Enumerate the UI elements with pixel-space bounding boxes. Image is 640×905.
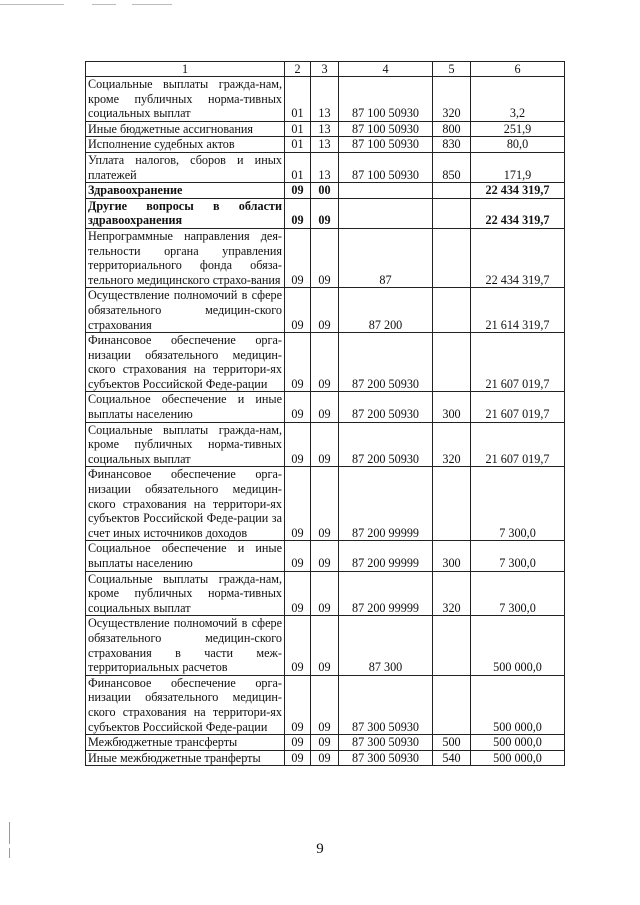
- row-target-article: 87 200 99999: [339, 467, 433, 541]
- row-name: Финансовое обеспечение орга-низации обязательного медицин-ского страхования на территори-ях субъектов Российской Феде-рации: [86, 333, 285, 392]
- header-col-6: 6: [471, 62, 565, 77]
- row-target-article: 87 100 50930: [339, 121, 433, 137]
- row-name: Иные межбюджетные транферты: [86, 750, 285, 766]
- table-row: [86, 571, 565, 616]
- row-section: 09: [285, 422, 311, 467]
- row-section: 09: [285, 616, 311, 675]
- row-amount: 80,0: [471, 137, 565, 153]
- row-amount: 7 300,0: [471, 467, 565, 541]
- table-row: [86, 77, 565, 122]
- row-section: 09: [285, 288, 311, 333]
- page-number: 9: [316, 841, 324, 857]
- row-section: 01: [285, 77, 311, 122]
- row-name: Межбюджетные трансферты: [86, 735, 285, 751]
- row-expense-type: [433, 288, 471, 333]
- row-subsection: 09: [311, 750, 339, 766]
- table-row: [86, 288, 565, 333]
- row-target-article: [339, 183, 433, 199]
- table-row: [86, 228, 565, 287]
- row-target-article: 87 200 50930: [339, 392, 433, 422]
- row-expense-type: [433, 333, 471, 392]
- row-amount: 500 000,0: [471, 675, 565, 734]
- row-subsection: 13: [311, 77, 339, 122]
- row-subsection: 09: [311, 288, 339, 333]
- row-subsection: 09: [311, 735, 339, 751]
- row-target-article: 87 200 99999: [339, 571, 433, 616]
- row-section: 09: [285, 392, 311, 422]
- table-row: [86, 333, 565, 392]
- header-col-2: 2: [285, 62, 311, 77]
- row-amount: 500 000,0: [471, 750, 565, 766]
- row-target-article: 87 100 50930: [339, 137, 433, 153]
- row-target-article: 87 200 99999: [339, 541, 433, 571]
- row-target-article: 87 200: [339, 288, 433, 333]
- row-section: 09: [285, 228, 311, 287]
- row-name: Другие вопросы в области здравоохранения: [86, 198, 285, 228]
- row-section: 09: [285, 198, 311, 228]
- row-amount: 171,9: [471, 152, 565, 182]
- row-subsection: 13: [311, 121, 339, 137]
- row-section: 01: [285, 121, 311, 137]
- row-amount: 22 434 319,7: [471, 228, 565, 287]
- row-expense-type: 800: [433, 121, 471, 137]
- row-expense-type: [433, 467, 471, 541]
- row-section: 09: [285, 675, 311, 734]
- row-expense-type: [433, 228, 471, 287]
- table-row: [86, 183, 565, 199]
- row-target-article: 87 100 50930: [339, 77, 433, 122]
- header-col-5: 5: [433, 62, 471, 77]
- row-subsection: 09: [311, 541, 339, 571]
- row-amount: 3,2: [471, 77, 565, 122]
- table-row: [86, 422, 565, 467]
- scan-artifact-top-3: [132, 4, 172, 5]
- header-col-3: 3: [311, 62, 339, 77]
- row-section: 09: [285, 183, 311, 199]
- header-col-4: 4: [339, 62, 433, 77]
- row-expense-type: 320: [433, 571, 471, 616]
- row-target-article: 87 200 50930: [339, 422, 433, 467]
- row-amount: 21 607 019,7: [471, 333, 565, 392]
- row-subsection: 00: [311, 183, 339, 199]
- table-row: [86, 675, 565, 734]
- row-amount: 21 607 019,7: [471, 422, 565, 467]
- row-amount: 251,9: [471, 121, 565, 137]
- row-name: Финансовое обеспечение орга-низации обязательного медицин-ского страхования на территори-ях субъектов Российской Феде-рации за счет иных источников доходов: [86, 467, 285, 541]
- row-expense-type: 300: [433, 392, 471, 422]
- row-name: Социальные выплаты гражда-нам, кроме публичных норма-тивных социальных выплат: [86, 571, 285, 616]
- row-name: Осуществление полномочий в сфере обязательного медицин-ского страхования: [86, 288, 285, 333]
- row-subsection: 09: [311, 228, 339, 287]
- row-name: Социальное обеспечение и иные выплаты населению: [86, 392, 285, 422]
- row-section: 09: [285, 735, 311, 751]
- table-row: [86, 152, 565, 182]
- row-expense-type: [433, 675, 471, 734]
- row-subsection: 09: [311, 467, 339, 541]
- row-amount: 21 607 019,7: [471, 392, 565, 422]
- row-amount: 500 000,0: [471, 616, 565, 675]
- row-name: Иные бюджетные ассигнования: [86, 121, 285, 137]
- table-header-row: [86, 62, 565, 77]
- row-expense-type: [433, 198, 471, 228]
- row-target-article: 87: [339, 228, 433, 287]
- row-expense-type: [433, 616, 471, 675]
- table-row: [86, 467, 565, 541]
- row-name: Финансовое обеспечение орга-низации обязательного медицин-ского страхования на территори-ях субъектов Российской Феде-рации: [86, 675, 285, 734]
- row-name: Непрограммные направления дея-тельности органа управления территориального фонда обяза-тельного медицинского страхо-вания: [86, 228, 285, 287]
- row-section: 01: [285, 137, 311, 153]
- row-section: 09: [285, 333, 311, 392]
- row-expense-type: 850: [433, 152, 471, 182]
- row-expense-type: [433, 183, 471, 199]
- table-row: [86, 616, 565, 675]
- row-name: Исполнение судебных актов: [86, 137, 285, 153]
- row-amount: 7 300,0: [471, 571, 565, 616]
- row-name: Осуществление полномочий в сфере обязательного медицин-ского страхования в части меж-территориальных расчетов: [86, 616, 285, 675]
- row-subsection: 09: [311, 198, 339, 228]
- scan-artifact-top-1: [0, 4, 64, 5]
- row-amount: 500 000,0: [471, 735, 565, 751]
- row-section: 09: [285, 541, 311, 571]
- row-target-article: 87 300: [339, 616, 433, 675]
- scan-artifact-top-2: [92, 4, 116, 5]
- row-expense-type: 300: [433, 541, 471, 571]
- row-section: 09: [285, 750, 311, 766]
- header-col-1: 1: [86, 62, 285, 77]
- row-target-article: 87 300 50930: [339, 675, 433, 734]
- row-expense-type: 320: [433, 422, 471, 467]
- row-expense-type: 830: [433, 137, 471, 153]
- row-amount: 22 434 319,7: [471, 198, 565, 228]
- row-target-article: 87 100 50930: [339, 152, 433, 182]
- row-target-article: 87 200 50930: [339, 333, 433, 392]
- row-name: Социальное обеспечение и иные выплаты населению: [86, 541, 285, 571]
- row-amount: 22 434 319,7: [471, 183, 565, 199]
- budget-table: [85, 61, 565, 766]
- row-subsection: 09: [311, 333, 339, 392]
- table-row: [86, 137, 565, 153]
- row-section: 09: [285, 467, 311, 541]
- row-name: Здравоохранение: [86, 183, 285, 199]
- row-name: Социальные выплаты гражда-нам, кроме публичных норма-тивных социальных выплат: [86, 77, 285, 122]
- row-subsection: 13: [311, 152, 339, 182]
- row-subsection: 09: [311, 392, 339, 422]
- table-row: [86, 392, 565, 422]
- row-subsection: 09: [311, 675, 339, 734]
- row-amount: 7 300,0: [471, 541, 565, 571]
- table-row: [86, 735, 565, 751]
- row-name: Социальные выплаты гражда-нам, кроме публичных норма-тивных социальных выплат: [86, 422, 285, 467]
- table-row: [86, 750, 565, 766]
- row-expense-type: 540: [433, 750, 471, 766]
- row-name: Уплата налогов, сборов и иных платежей: [86, 152, 285, 182]
- row-expense-type: 320: [433, 77, 471, 122]
- row-subsection: 13: [311, 137, 339, 153]
- row-section: 09: [285, 571, 311, 616]
- row-target-article: [339, 198, 433, 228]
- row-section: 01: [285, 152, 311, 182]
- row-target-article: 87 300 50930: [339, 750, 433, 766]
- table-row: [86, 198, 565, 228]
- row-subsection: 09: [311, 616, 339, 675]
- row-amount: 21 614 319,7: [471, 288, 565, 333]
- row-subsection: 09: [311, 422, 339, 467]
- table-row: [86, 541, 565, 571]
- row-subsection: 09: [311, 571, 339, 616]
- row-target-article: 87 300 50930: [339, 735, 433, 751]
- table-row: [86, 121, 565, 137]
- row-expense-type: 500: [433, 735, 471, 751]
